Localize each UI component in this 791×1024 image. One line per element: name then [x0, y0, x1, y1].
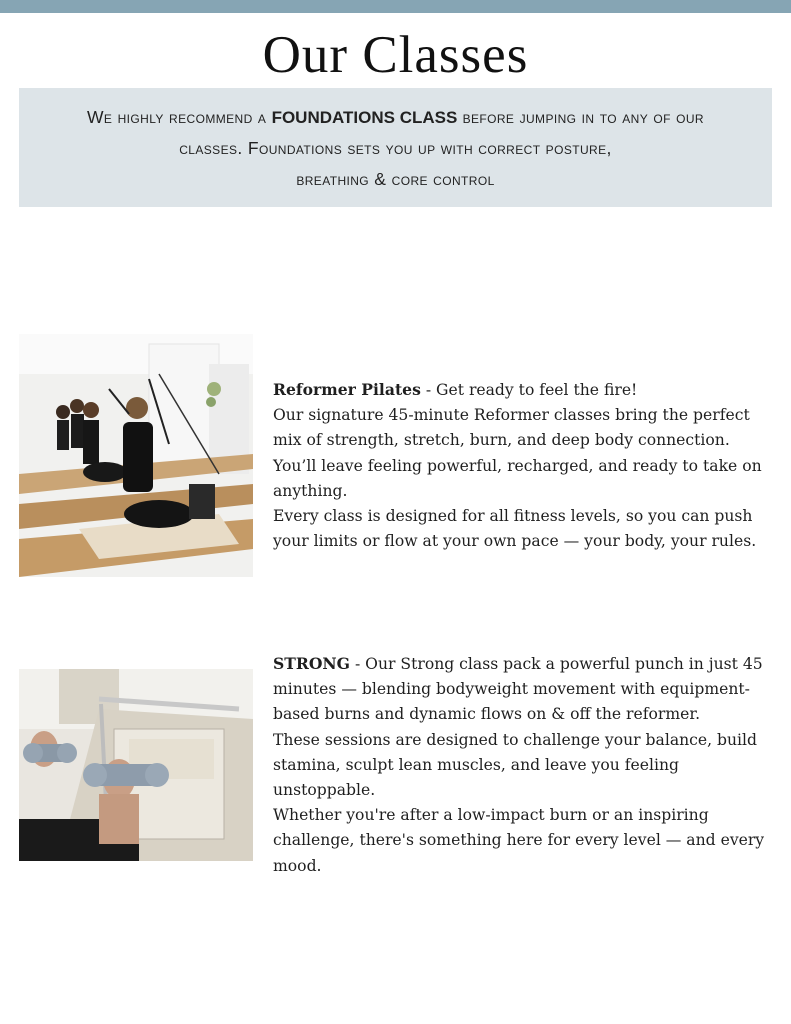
description-line: mood.: [273, 856, 322, 875]
description-line: your limits or flow at your own pace — your body, your rules.: [273, 532, 757, 551]
top-accent-bar: [0, 0, 791, 13]
class-separator: -: [420, 381, 437, 399]
notice-text: We highly recommend a: [87, 107, 272, 127]
class-tagline: Our Strong class pack a powerful punch in just 45: [365, 655, 763, 673]
reformer-class-photo: [19, 334, 253, 577]
foundations-notice: [19, 88, 772, 207]
dumbbell-workout-photo: [19, 669, 253, 861]
description-line: unstoppable.: [273, 781, 376, 800]
notice-text: before jumping in to any of our: [457, 107, 704, 127]
description-line: Our signature 45-minute Reformer classes bring the perfect: [273, 406, 750, 425]
class-name: Reformer Pilates: [273, 380, 421, 399]
description-line: minutes — blending bodyweight movement with equipment-: [273, 680, 750, 699]
description-line: Every class is designed for all fitness levels, so you can push: [273, 507, 753, 526]
class-tagline: Get ready to feel the fire!: [436, 381, 638, 399]
description-line: stamina, sculpt lean muscles, and leave you feeling: [273, 755, 679, 774]
description-line: You’ll leave feeling powerful, recharged, and ready to take on: [273, 456, 762, 475]
description-line: These sessions are designed to challenge your balance, build: [273, 730, 758, 749]
description-line: anything.: [273, 481, 348, 500]
description-line: based burns and dynamic flows on & off the reformer.: [273, 705, 701, 724]
description-line: challenge, there's something here for every level — and every: [273, 831, 765, 850]
reformer-pilates-description: [273, 377, 783, 554]
description-line: mix of strength, stretch, burn, and deep body connection.: [273, 431, 730, 450]
notice-line-3: breathing & core control: [296, 169, 495, 189]
class-heading-line: [273, 377, 783, 403]
class-separator: -: [349, 655, 366, 673]
class-heading-line: [273, 651, 783, 677]
class-name: STRONG: [273, 654, 350, 673]
notice-line-1: [37, 102, 754, 133]
strong-class-description: [273, 651, 783, 879]
page-title: Our Classes: [262, 26, 529, 84]
description-line: Whether you're after a low-impact burn or an inspiring: [273, 806, 709, 825]
foundations-class-highlight: FOUNDATIONS CLASS: [271, 108, 458, 127]
notice-line-2: classes. Foundations sets you up with correct posture,: [179, 138, 612, 158]
